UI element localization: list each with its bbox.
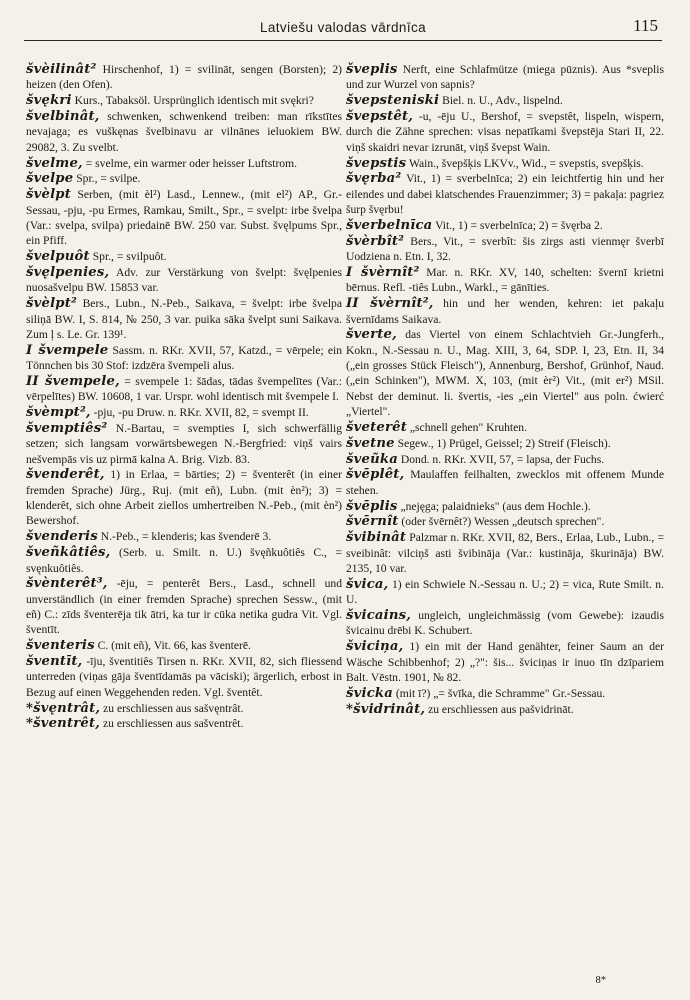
entry-headword: šverbelnīca	[346, 217, 433, 233]
dictionary-entry	[26, 171, 342, 186]
dictionary-entry	[346, 62, 664, 93]
dictionary-entry	[346, 530, 664, 576]
entry-definition: N.-Peb., = klenderis; kas švenderē 3.	[97, 530, 272, 544]
entry-headword: švèmpt²,	[26, 405, 91, 421]
right-column	[346, 62, 664, 717]
dictionary-entry	[346, 234, 664, 265]
entry-definition: Segew., 1) Prügel, Geissel; 2) Streif (Fleisch).	[394, 436, 611, 450]
entry-definition: schwenken, schwenkend treiben: man rīkstītes nevajaga; es vuškęnas švelbinavu ar vilnānes ieluokiem BW. 29082, 3. Zu svelbt.	[26, 110, 342, 154]
dictionary-entry	[346, 608, 664, 639]
dictionary-entry	[26, 467, 342, 528]
entry-headword: *šventrêt,	[26, 716, 101, 732]
entry-definition: zu erschliessen aus sašvęntrât.	[100, 701, 244, 715]
signature-mark: 8*	[595, 975, 606, 986]
dictionary-entry	[346, 156, 664, 171]
dictionary-entry	[26, 654, 342, 700]
entry-definition: zu erschliessen aus sašventrêt.	[100, 717, 244, 731]
entry-definition: Sassm. n. RKr. XVII, 57, Katzd., = vērpele; ein Tönnchen bis 30 Stof: izdzēra švempeli alus.	[26, 343, 342, 373]
entry-headword: švelpuôt	[26, 249, 90, 265]
dictionary-entry	[346, 171, 664, 217]
dictionary-entry	[26, 576, 342, 637]
entry-definition: Wain., švepšķis LKVv., Wid., = svepstis, svepšķis.	[406, 156, 644, 170]
entry-headword: švèlpt	[26, 187, 71, 203]
entry-headword: I švèrnît²	[346, 264, 420, 280]
entry-definition: N.-Bartau, = svempties I, sich schwerfällig setzen; sich langsam vorwärtsbewegen N.-Bergfried: viņš vairs nešvempās vis uz pirmā kalna A. Brig. Vizb. 83.	[26, 421, 342, 466]
entry-definition: Serben, (mit èl²) Lasd., Lennew., (mit el²) AP., Gr.-Sessau, -pju, -pu Ermes, Ramkau, Smilt., Spr., = svelpt: irbe švelpa (Var.: svelpa, svilpa) priedainē BW. 250 var. Subst. švęlpums Spr., ein Pfiff.	[26, 188, 342, 248]
entry-definition: = svempele 1: šādas, tādas švempelītes (Var.: vērpelītes) BW. 10608, 1 var. Urspr. wohl identisch mit švempele I.	[26, 374, 342, 404]
entry-headword: švèlpt²	[26, 296, 77, 312]
dictionary-entry	[26, 716, 342, 731]
dictionary-entry	[26, 529, 342, 544]
dictionary-entry	[346, 265, 664, 296]
dictionary-entry	[26, 93, 342, 108]
entry-definition: -u, -ēju U., Bershof, = svepstêt, lispeln, wispern, durch die Zähne sprechen: visas nepatīkami švepstēja Stari II, 22. viņš skaidri nevar izrunāt, viņš švepst Wain.	[346, 110, 664, 154]
dictionary-entry	[26, 701, 342, 716]
entry-definition: 1) ein mit der Hand genähter, feiner Saum an der Wäsche Schibbenhof; 2) „?": šis... šviciņas ir inuo tīn dzīpariem Balt. Vēstn. 1901, № 82.	[346, 640, 664, 684]
entry-headword: švèilinât²	[26, 62, 97, 77]
entry-definition: 1) ein Schwiele N.-Sessau n. U.; 2) = vica, Rute Smilt. n. U.	[346, 577, 664, 607]
entry-headword: švęrba²	[346, 171, 402, 187]
entry-headword: švepstêt,	[346, 109, 414, 125]
entry-headword: švibinât	[346, 530, 407, 546]
entry-headword: šveũka	[346, 451, 398, 467]
dictionary-entry	[26, 265, 342, 296]
dictionary-entry	[346, 467, 664, 498]
entry-definition: Spr., = svilpuôt.	[89, 250, 167, 264]
entry-definition: Vit., 1) = sverbelnīca; 2) = švęrba 2.	[432, 218, 603, 232]
entry-headword: švicka	[346, 685, 394, 701]
entry-headword: švenderêt,	[26, 467, 105, 483]
entry-headword: švicains,	[346, 608, 412, 624]
entry-definition: hin und her wenden, kehren: iet pakaļu švernīdams Saikava.	[346, 297, 665, 326]
dictionary-entry	[26, 421, 342, 467]
entry-definition: „schnell gehen" Kruhten.	[407, 420, 527, 434]
entry-definition: Hirschenhof, 1) = svilināt, sengen (Borsten); 2) heizen (den Ofen).	[26, 63, 342, 92]
dictionary-entry	[346, 436, 664, 451]
entry-headword: *švidrinât,	[346, 701, 426, 717]
entry-headword: švelbinât,	[26, 109, 100, 125]
entry-definition: -pju, -pu Druw. n. RKr. XVII, 82, = svempt II.	[90, 406, 309, 420]
dictionary-entry	[26, 545, 342, 576]
entry-headword: švenderis	[26, 529, 98, 545]
entry-definition: Mar. n. RKr. XV, 140, schelten: švernī krietni bērnus. Refl. -tiês Lubn., Warkl., = gānīties.	[346, 265, 664, 295]
entry-definition: 1) in Erlaa, = bārties; 2) = šventerêt (in einer fremden Sprache) Jürg., Ruj. (mit eñ), Lubn. (mit èn²); 3) = klenderêt, sich ohne Arbeit ziellos umhertreiben N.-Peb., (mit èn²) Bewershof.	[26, 468, 342, 528]
dictionary-entry	[26, 62, 342, 93]
entry-headword: šviciņa,	[346, 639, 404, 655]
entry-headword: I švempele	[26, 342, 109, 358]
entry-definition: -īju, šventitiês Tirsen n. RKr. XVII, 82, sich fliessend unterreden (viņas gāja šventīdamās pa vāciski); ärgerlich, erbost in Bezug auf einen Weggehenden reden. Vgl. šventêt.	[26, 655, 342, 699]
page-number: 115	[633, 16, 658, 35]
entry-headword: švemptiês²	[26, 420, 108, 436]
dictionary-entry	[26, 374, 342, 405]
dictionary-entry	[26, 109, 342, 155]
entry-headword: švetne	[346, 435, 395, 451]
entry-definition: Bers., Vit., = sverbît: šis zirgs asti vienmęr šverbī Uodziena n. Etn. I, 32.	[346, 234, 664, 264]
dictionary-entry	[346, 93, 664, 108]
dictionary-entry	[26, 156, 342, 171]
entry-headword: šveñkâtiês,	[26, 545, 111, 561]
entry-definition: Vit., 1) = sverbelnīca; 2) ein leichtfertig hin und her eilendes und dabei klatschendes Frauenzimmer; 3) = pakaļa: pagriez šurp švęrbu!	[346, 172, 664, 217]
entry-definition: = svelme, ein warmer oder heisser Luftstrom.	[82, 156, 298, 170]
dictionary-entry	[346, 702, 664, 717]
entry-definition: (oder švērnêt?) Wessen „deutsch sprechen".	[398, 515, 605, 529]
dictionary-entry	[346, 452, 664, 467]
dictionary-entry	[26, 343, 342, 374]
dictionary-entry	[346, 514, 664, 529]
entry-headword: šventeris	[26, 638, 95, 654]
dictionary-entry	[26, 249, 342, 264]
entry-definition: -ēju, = penterêt Bers., Lasd., schnell und unverständlich (in einer fremden Sprache) sprechen Sessw., (mit eñ) C.: zīds šventerēja tik ātri, ka tur ir cūka netika gudra Vit. Vgl. šventīt.	[26, 577, 342, 637]
dictionary-entry	[26, 405, 342, 420]
page-title: Latviešu valodas vārdnīca	[259, 20, 427, 35]
entry-definition: Maulaffen feilhalten, zwecklos mit offenem Munde stehen.	[346, 468, 664, 497]
entry-definition: Biel. n. U., Adv., lispelnd.	[439, 94, 563, 108]
entry-definition: Palzmar n. RKr. XVII, 82, Bers., Erlaa, Lub., Lubn., = sveibinât: vilciņš asti švibināja (Var.: kustināja, škurināja) BW. 2135, 10 var.	[346, 531, 664, 575]
entry-definition: „neјęga; palaidnieks" (aus dem Hochle.).	[397, 499, 591, 513]
dictionary-entry	[26, 638, 342, 653]
entry-headword: šveplis	[346, 62, 398, 77]
entry-definition: Nerft, eine Schlafmütze (miega pūznis). Aus *sveplis und zur Wurzel von sapnis?	[346, 63, 664, 92]
entry-definition: Kurs., Tabaksöl. Ursprünglich identisch mit svękri?	[71, 94, 314, 108]
entry-definition: das Viertel von einem Schlachtvieh Gr.-Jungferh., Kokn., N.-Sessau n. U., Mag. XIII, 3, 64, SDP. I, 23, Etn. II, 34 („ein grosses Stück Fleisch"), Annenburg, Bershof, Grünhof, Naud. („ein Schinken"), MWM. X, 103, (mit èr²) Vit., (mit er²) MSil. Nebst der deminut. li. švertis, -ies „ein Viertel" aus poln. ćwierć „Viertel".	[346, 328, 664, 419]
dictionary-entry	[346, 686, 664, 701]
entry-headword: švelpe	[26, 171, 74, 187]
entry-definition: Bers., Lubn., N.-Peb., Saikava, = švelpt: irbe švelpa siliņā BW. I, S. 814, № 250, 3 var. puika sāka švelpt suni Saikava. Zum ļ s. Le. Gr. 139¹.	[26, 297, 342, 341]
entry-definition: (Serb. u. Smilt. n. U.) švęñkuôtiês C., = svęnkuôtiês.	[26, 546, 342, 575]
entry-headword: švękri	[26, 93, 72, 109]
entry-headword: švepsteniski	[346, 93, 440, 109]
entry-headword: švèrbît²	[346, 233, 405, 249]
dictionary-entry	[26, 187, 342, 248]
entry-headword: šveterêt	[346, 419, 407, 435]
entry-headword: II švempele,	[26, 373, 120, 389]
entry-headword: švērnît	[346, 514, 399, 530]
entry-definition: C. (mit eñ), Vit. 66, kas šventerē.	[94, 639, 251, 653]
entry-headword: *švęntrât,	[26, 700, 101, 716]
entry-headword: švica,	[346, 576, 389, 592]
dictionary-entry	[346, 296, 664, 327]
dictionary-entry	[346, 499, 664, 514]
entry-definition: ungleich, ungleichmässig (vom Gewebe): izaudis švicainu drēbi K. Schubert.	[346, 609, 664, 638]
dictionary-entry	[346, 420, 664, 435]
dictionary-entry	[26, 296, 342, 342]
entry-definition: Dond. n. RKr. XVII, 57, = lapsa, der Fuchs.	[397, 452, 605, 466]
entry-headword: švepstis	[346, 155, 407, 171]
entry-definition: Spr., = svilpe.	[73, 172, 141, 186]
dictionary-entry	[346, 109, 664, 155]
entry-headword: švēplis	[346, 498, 398, 514]
entry-definition: (mit ī?) „= švīka, die Schramme" Gr.-Sessau.	[393, 686, 606, 700]
dictionary-entry	[346, 577, 664, 608]
entry-headword: švelme,	[26, 155, 83, 171]
left-column	[26, 62, 342, 732]
entry-headword: švènterêt³,	[26, 576, 108, 592]
entry-headword: švęlpenies,	[26, 264, 110, 280]
entry-definition: Adv. zur Verstärkung von švelpt: švęlpenies nuosašvelpu BW. 15853 var.	[26, 265, 342, 295]
entry-headword: šverte,	[346, 327, 397, 343]
page-header	[24, 12, 662, 41]
entry-headword: II švèrnît²,	[346, 296, 434, 312]
entry-definition: zu erschliessen aus pašvidrināt.	[425, 702, 574, 716]
dictionary-entry	[346, 218, 664, 233]
dictionary-entry	[346, 327, 664, 419]
dictionary-entry	[346, 639, 664, 685]
entry-headword: švēplêt,	[346, 467, 405, 483]
entry-headword: šventīt,	[26, 654, 83, 670]
